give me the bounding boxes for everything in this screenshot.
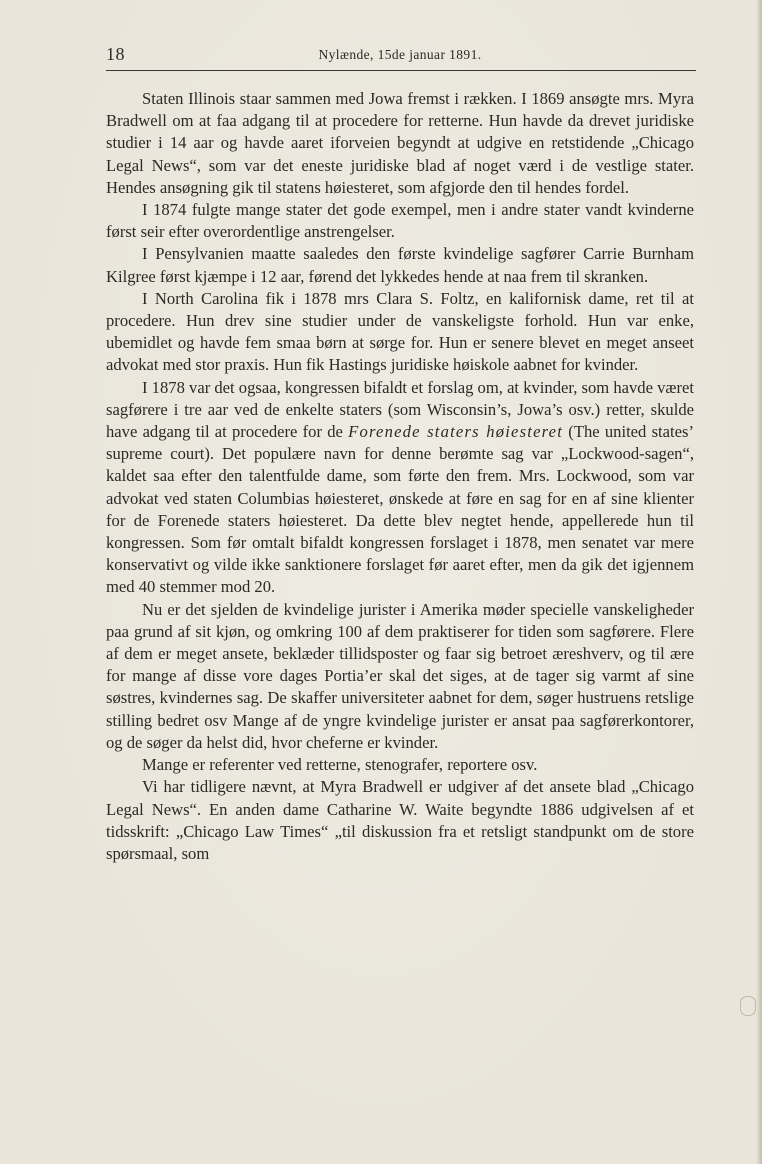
paragraph — [106, 243, 694, 287]
article-body — [106, 88, 694, 865]
text-run: I 1874 fulgte mange stater det gode exempel, men i andre stater vandt kvinderne først seir efter overordentlige anstrengelser. — [106, 200, 694, 242]
text-run: I 1878 var det ogsaa, kongressen bifaldt et forslag om, at kvinder, som havde været sagførere i tre aar ved de enkelte staters (som Wisconsin’s, Jowa’s osv.) retter, skulde have adgang til at procedere for de — [106, 377, 694, 442]
running-head: Nylænde, 15de januar 1891. — [318, 47, 482, 62]
page-header — [106, 44, 694, 74]
paragraph — [106, 377, 694, 599]
page-edge-shadow — [756, 0, 762, 1164]
text-run: Mange er referenter ved retterne, stenografer, reportere osv. — [142, 755, 538, 775]
paragraph — [106, 88, 694, 199]
text-run: I North Carolina fik i 1878 mrs Clara S. Foltz, en kalifornisk dame, ret til at procedere. Hun drev sine studier under de vanskeligste forhold. Hun var enke, ubemidlet og havde fem smaa børn at sørge for. Hun er senere blevet en meget anseet advokat med stor praxis. Hun fik Hastings juridiske høiskole aabnet for kvinder. — [106, 288, 694, 375]
page-number: 18 — [106, 44, 125, 64]
text-run: Vi har tidligere nævnt, at Myra Bradwell er udgiver af det ansete blad „Chicago Legal News“. En anden dame Catharine W. Waite begyndte 1886 udgivelsen af et tidsskrift: „Chicago Law Times“ „til diskussion fra et retsligt standpunkt om de store spørsmaal, som — [106, 777, 694, 863]
header-rule — [106, 70, 696, 71]
paragraph — [106, 776, 694, 865]
text-run: Nu er det sjelden de kvindelige jurister i Amerika møder specielle vanskeligheder paa grund af sit kjøn, og omkring 100 af dem praktiserer for tiden som sagførere. Flere af dem er meget ansete, beklæder tillidsposter og faar sig betroet æreshverv, og til ære for mange af disse vore dages Portia’er skal det siges, at de tager sig varmt af sine søstres, kvindernes sag. De skaffer universiteter aabnet for dem, søger hustruens retslige stilling bedret osv Mange af de yngre kvindelige jurister er ansat paa sagførerkontorer, og de søger da helst did, hvor cheferne er kvinder. — [106, 599, 694, 752]
text-run: I Pensylvanien maatte saaledes den første kvindelige sagfører Carrie Burnham Kilgree først kjæmpe i 12 aar, førend det lykkedes hende at naa frem til skranken. — [106, 244, 694, 286]
emphasized-text: Forenede staters høiesteret — [348, 422, 564, 442]
text-run: (The united states’ supreme court). Det populære navn for denne berømte sag var „Lockwood-sagen“, kaldet saa efter den talentfulde dame, som førte den frem. Mrs. Lockwood, som var advokat ved staten Columbias høiesteret, ønskede at føre en sag for en af sine klienter for de Forenede staters høiesteret. Da dette blev negtet hende, appellerede hun til kongressen. Som før omtalt bifaldt kongressen forslaget i 1878, men senatet var mere konservativt og vilde ikke sanktionere forslaget før aaret efter, men da gik det igjennem med 40 stemmer mod 20. — [106, 422, 694, 597]
paragraph — [106, 599, 694, 754]
margin-mark — [740, 996, 756, 1016]
paragraph — [106, 288, 694, 377]
text-run: Staten Illinois staar sammen med Jowa fremst i rækken. I 1869 ansøgte mrs. Myra Bradwell om at faa adgang til at procedere for retterne. Hun havde da drevet juridiske studier i 14 aar og havde aaret iforveien begyndt at udgive en retstidende „Chicago Legal News“, som var det eneste juridiske blad af noget værd i de vestlige stater. Hendes ansøgning gik til statens høiesteret, som afgjorde den til hendes fordel. — [106, 89, 694, 197]
paragraph — [106, 199, 694, 243]
paragraph — [106, 754, 694, 776]
